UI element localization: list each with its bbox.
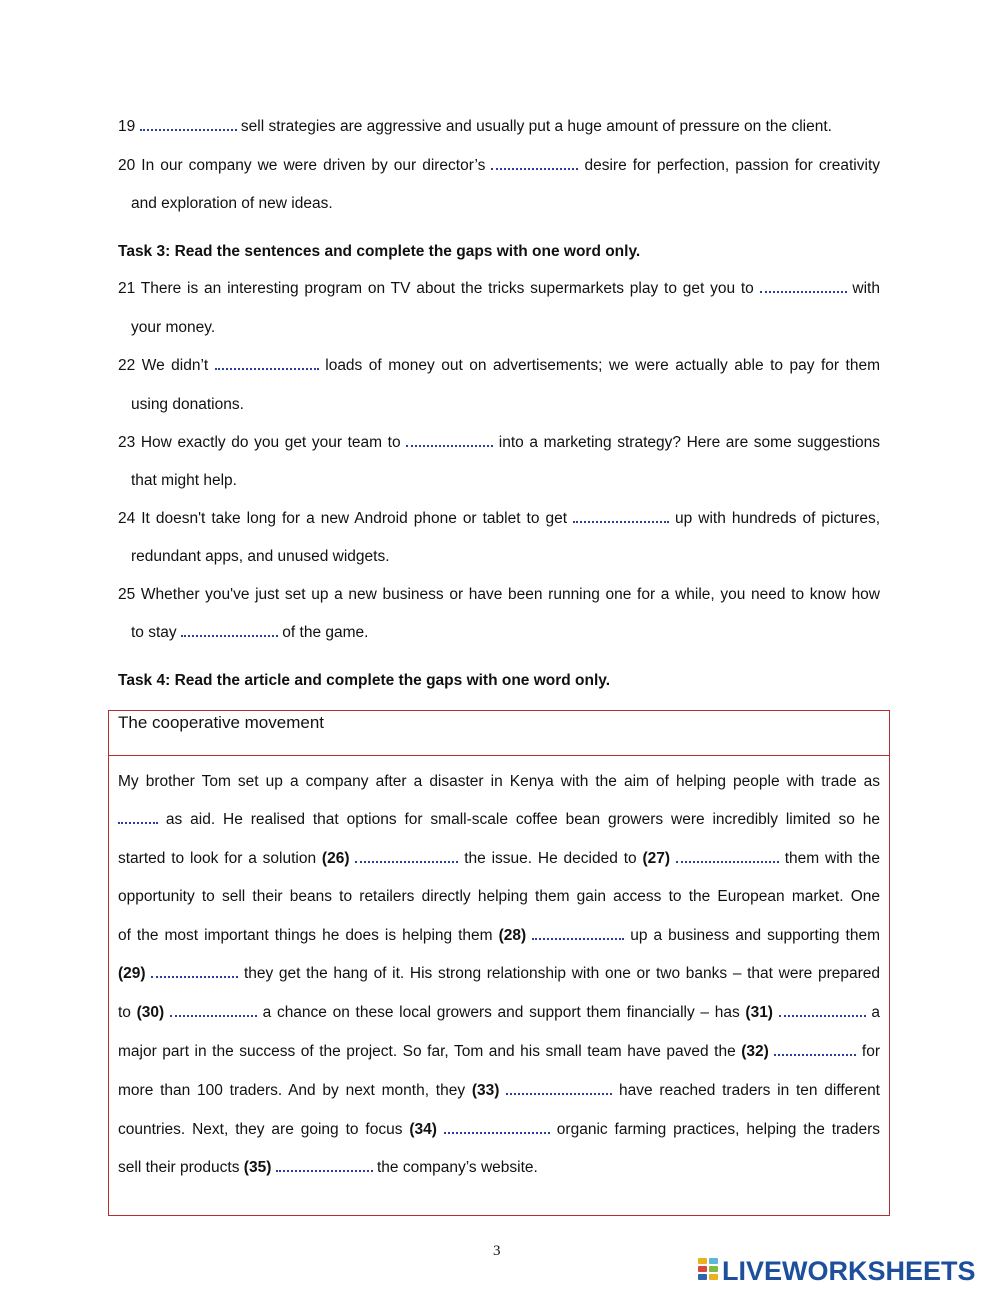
answer-gap-26[interactable] <box>355 851 458 863</box>
answer-gap-29[interactable] <box>151 966 238 978</box>
answer-gap-24[interactable] <box>573 511 669 523</box>
question-22-continuation: using donations. <box>131 396 244 413</box>
question-19: 19 sell strategies are aggressive and usually put a huge amount of pressure on the client. <box>118 118 832 135</box>
article-line-8: major part in the success of the project. So far, Tom and his small team have paved the (32) for <box>118 1043 881 1060</box>
answer-gap-28[interactable] <box>532 928 624 940</box>
article-line-7: to (30) a chance on these local growers and support them financially – has (31) a <box>118 1004 881 1021</box>
article-line-9: more than 100 traders. And by next month, they (33) have reached traders in ten different <box>118 1082 880 1099</box>
answer-gap-21[interactable] <box>760 281 847 293</box>
question-25-continuation: to stay of the game. <box>131 624 369 641</box>
article-line-3: started to look for a solution (26) the issue. He decided to (27) them with the <box>118 850 880 867</box>
answer-gap-34[interactable] <box>444 1122 550 1134</box>
article-title: The cooperative movement <box>118 713 324 732</box>
page-number: 3 <box>493 1243 501 1259</box>
question-21: 21 There is an interesting program on TV about the tricks supermarkets play to get you to with <box>118 280 880 297</box>
question-23: 23 How exactly do you get your team to into a marketing strategy? Here are some suggestions <box>118 434 881 451</box>
article-line-6: (29) they get the hang of it. His strong relationship with one or two banks – that were prepared <box>118 965 880 982</box>
liveworksheets-logo-icon <box>698 1258 720 1284</box>
question-25: 25 Whether you've just set up a new business or have been running one for a while, you need to know how <box>118 586 880 603</box>
task-4-heading: Task 4: Read the article and complete the gaps with one word only. <box>118 672 611 689</box>
article-line-1: My brother Tom set up a company after a disaster in Kenya with the aim of helping people with trade as <box>118 773 880 790</box>
answer-gap-25[interactable] <box>181 625 278 637</box>
question-24-continuation: redundant apps, and unused widgets. <box>131 548 390 565</box>
task-3-heading: Task 3: Read the sentences and complete the gaps with one word only. <box>118 243 641 260</box>
article-line-4: opportunity to sell their beans to retailers directly helping them gain access to the European market. One <box>118 888 880 905</box>
question-22: 22 We didn’t loads of money out on advertisements; we were actually able to pay for them <box>118 357 881 374</box>
answer-gap-23[interactable] <box>406 435 493 447</box>
question-24: 24 It doesn't take long for a new Android phone or tablet to get up with hundreds of pictures, <box>118 510 880 527</box>
question-20: 20 In our company we were driven by our director’s desire for perfection, passion for creativity <box>118 157 880 174</box>
answer-gap-example[interactable] <box>118 812 158 824</box>
article-line-11: sell their products (35) the company’s website. <box>118 1159 538 1176</box>
article-line-5: of the most important things he does is helping them (28) up a business and supporting them <box>118 927 880 944</box>
question-23-continuation: that might help. <box>131 472 237 489</box>
article-line-10: countries. Next, they are going to focus (34) organic farming practices, helping the traders <box>118 1121 880 1138</box>
liveworksheets-brand: LIVEWORKSHEETS <box>722 1255 976 1286</box>
answer-gap-19[interactable] <box>140 119 237 131</box>
liveworksheets-logo <box>698 1256 976 1286</box>
question-20-continuation: and exploration of new ideas. <box>131 195 333 212</box>
answer-gap-31[interactable] <box>779 1005 866 1017</box>
answer-gap-30[interactable] <box>170 1005 257 1017</box>
answer-gap-33[interactable] <box>506 1083 612 1095</box>
answer-gap-22[interactable] <box>215 358 319 370</box>
answer-gap-32[interactable] <box>774 1044 856 1056</box>
answer-gap-27[interactable] <box>676 851 779 863</box>
article-line-2: as aid. He realised that options for small-scale coffee bean growers were incredibly limited so he <box>118 811 880 829</box>
answer-gap-20[interactable] <box>491 158 578 170</box>
question-21-continuation: your money. <box>131 319 216 336</box>
answer-gap-35[interactable] <box>276 1160 373 1172</box>
